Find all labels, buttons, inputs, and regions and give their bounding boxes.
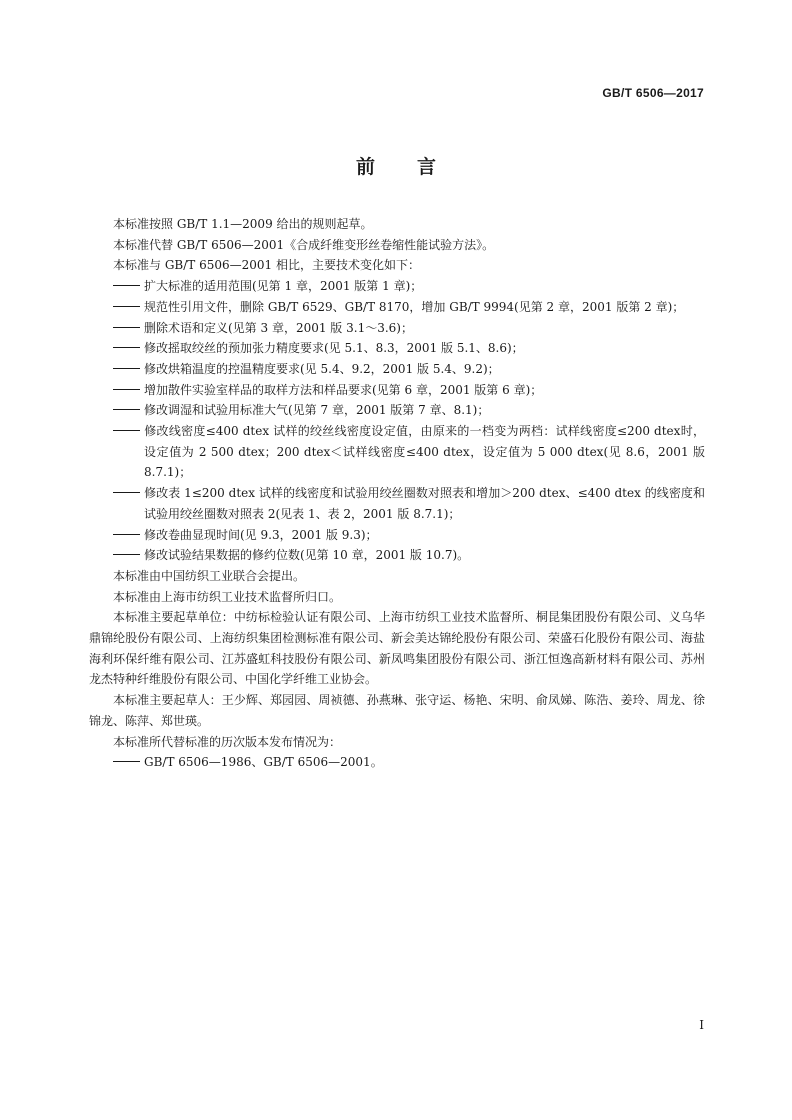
list-item <box>89 400 705 421</box>
paragraph-drafters: 本标准主要起草人：王少辉、郑园园、周祯德、孙燕琳、张守运、杨艳、宋明、俞凤娣、陈浩、姜玲、周龙、徐锦龙、陈萍、郑世瑛。 <box>89 693 705 728</box>
list-item-text: 修改卷曲显现时间(见 9.3，2001 版 9.3)； <box>144 527 378 542</box>
changes-list <box>89 276 705 566</box>
list-item-text: 规范性引用文件，删除 GB/T 6529、GB/T 8170，增加 GB/T 9994(见第 2 章，2001 版第 2 章)； <box>144 299 685 314</box>
dash-mark <box>113 297 144 318</box>
list-item-text: 扩大标准的适用范围(见第 1 章，2001 版第 1 章)； <box>144 279 423 294</box>
list-item-text: 修改烘箱温度的控温精度要求(见 5.4、9.2，2001 版 5.4、9.2)； <box>144 361 500 376</box>
paragraph-drafting-units: 本标准主要起草单位：中纺标检验认证有限公司、上海市纺织工业技术监督所、桐昆集团股份有限公司、义乌华鼎锦纶股份有限公司、上海纺织集团检测标准有限公司、新会美达锦纶股份有限公司、荣盛石化股份有限公司、海盐海利环保纤维有限公司、江苏盛虹科技股份有限公司、新凤鸣集团股份有限公司、浙江恒逸高新材料有限公司、苏州龙杰特种纤维股份有限公司、中国化学纤维工业协会。 <box>89 610 705 687</box>
list-item <box>89 338 705 359</box>
dash-mark <box>113 400 144 421</box>
list-item <box>89 318 705 339</box>
document-body <box>89 214 705 773</box>
paragraph-replaces: 本标准代替 GB/T 6506—2001《合成纤维变形丝卷缩性能试验方法》。 <box>113 237 495 252</box>
paragraph-changes-intro: 本标准与 GB/T 6506—2001 相比，主要技术变化如下： <box>113 258 420 273</box>
page-title: 前言 <box>355 156 478 178</box>
list-item-text: 修改摇取绞丝的预加张力精度要求(见 5.1、8.3，2001 版 5.1、8.6)； <box>144 341 524 356</box>
history-item <box>89 752 705 773</box>
dash-mark <box>113 276 144 297</box>
dash-mark <box>113 359 144 380</box>
dash-mark <box>113 421 144 442</box>
list-item <box>89 483 705 524</box>
list-item <box>89 297 705 318</box>
list-item-text: 修改调湿和试验用标准大气(见第 7 章，2001 版第 7 章、8.1)； <box>144 403 490 418</box>
dash-mark <box>113 752 144 773</box>
list-item-text: 删除术语和定义(见第 3 章，2001 版 3.1～3.6)； <box>144 320 413 335</box>
dash-mark <box>113 483 144 504</box>
list-item <box>89 276 705 297</box>
list-item <box>89 545 705 566</box>
paragraph-proposed-by: 本标准由中国纺织工业联合会提出。 <box>113 568 306 583</box>
list-item-text: 修改表 1≤200 dtex 试样的线密度和试验用绞丝圈数对照表和增加＞200 dtex、≤400 dtex 的线密度和试验用绞丝圈数对照表 2(见表 1、表 2，2001 版 8.7.1)； <box>144 486 705 521</box>
dash-mark <box>113 380 144 401</box>
paragraph-history-intro: 本标准所代替标准的历次版本发布情况为： <box>113 734 342 749</box>
list-item <box>89 421 705 483</box>
paragraph-drafting-rules: 本标准按照 GB/T 1.1—2009 给出的规则起草。 <box>113 217 373 231</box>
standard-number: GB/T 6506—2017 <box>602 86 704 100</box>
dash-mark <box>113 318 144 339</box>
list-item <box>89 525 705 546</box>
history-item-text: GB/T 6506—1986、GB/T 6506—2001。 <box>144 755 383 770</box>
list-item <box>89 359 705 380</box>
dash-mark <box>113 525 144 546</box>
list-item-text: 修改试验结果数据的修约位数(见第 10 章，2001 版 10.7)。 <box>144 548 470 563</box>
paragraph-under-jurisdiction: 本标准由上海市纺织工业技术监督所归口。 <box>113 589 342 604</box>
list-item-text: 修改线密度≤400 dtex 试样的绞丝线密度设定值，由原来的一档变为两档：试样线密度≤200 dtex时，设定值为 2 500 dtex；200 dtex＜试样线密度≤400 dtex，设定值为 5 000 dtex(见 8.6，2001 版 8.7.1)； <box>144 424 705 480</box>
page-number: I <box>699 1018 704 1032</box>
list-item <box>89 380 705 401</box>
dash-mark <box>113 338 144 359</box>
list-item-text: 增加散件实验室样品的取样方法和样品要求(见第 6 章，2001 版第 6 章)； <box>144 382 543 397</box>
dash-mark <box>113 545 144 566</box>
